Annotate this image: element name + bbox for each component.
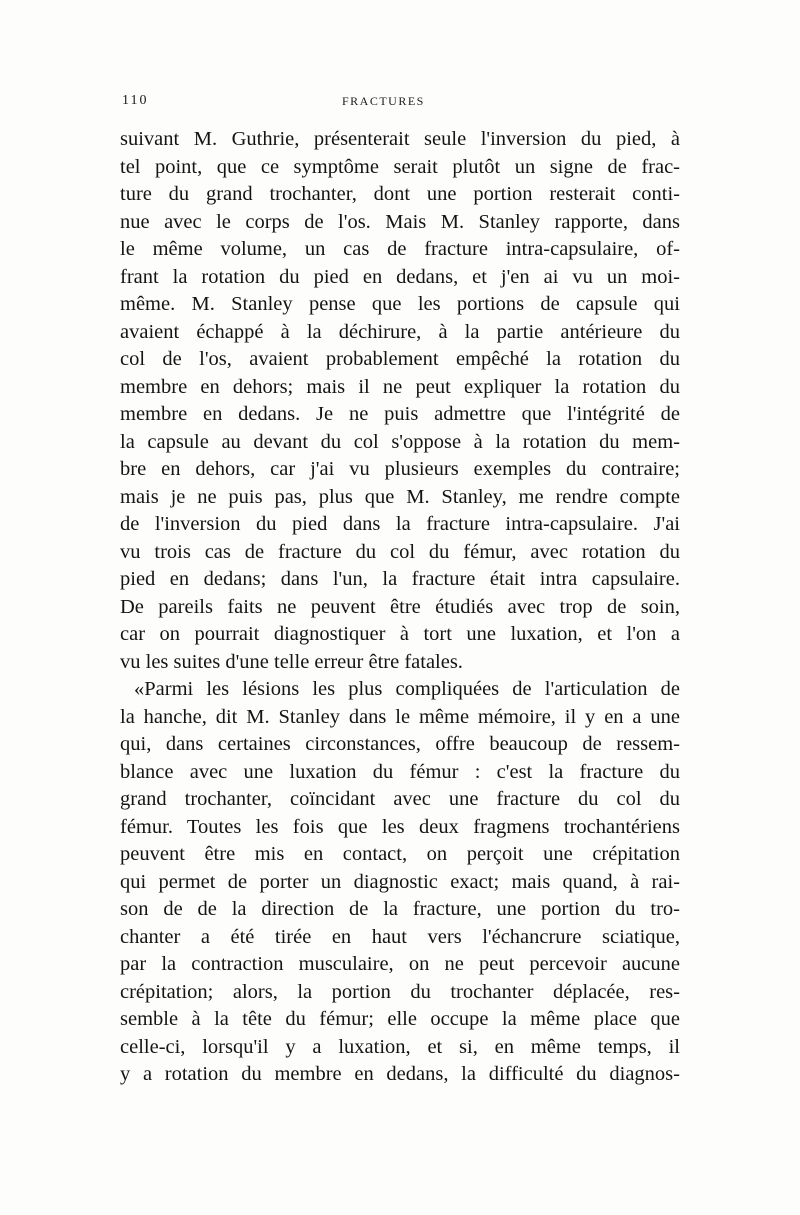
- text-line: grand trochanter, coïncidant avec une fracture du col du: [120, 788, 680, 810]
- text-line: peuvent être mis en contact, on perçoit une crépitation: [120, 843, 680, 865]
- page-header: [122, 93, 678, 115]
- text-line: celle-ci, lorsqu'il y a luxation, et si, en même temps, il: [120, 1035, 680, 1058]
- text-line: nue avec le corps de l'os. Mais M. Stanley rapporte, dans: [120, 210, 680, 233]
- text-line: par la contraction musculaire, on ne peut percevoir aucune: [120, 953, 680, 975]
- text-line: crépitation; alors, la portion du trochanter déplacée, res-: [120, 980, 680, 1003]
- text-line: membre en dehors; mais il ne peut expliquer la rotation du: [120, 375, 680, 398]
- paragraph-2: [120, 676, 680, 1089]
- text-line: vu les suites d'une telle erreur être fatales.: [120, 650, 463, 673]
- running-head: FRACTURES: [342, 94, 425, 108]
- text-line: la capsule au devant du col s'oppose à la rotation du mem-: [120, 430, 680, 453]
- text-line: membre en dedans. Je ne puis admettre que l'intégrité de: [120, 403, 680, 425]
- text-line: de l'inversion du pied dans la fracture intra-capsulaire. J'ai: [120, 513, 680, 535]
- text-line: suivant M. Guthrie, présenterait seule l'inversion du pied, à: [120, 128, 680, 150]
- text-line: De pareils faits ne peuvent être étudiés avec trop de soin,: [120, 595, 680, 618]
- text-line: le même volume, un cas de fracture intra-capsulaire, of-: [120, 238, 680, 260]
- page-number: 110: [122, 93, 149, 108]
- text-line: col de l'os, avaient probablement empêché la rotation du: [120, 348, 680, 370]
- paragraph-1: [120, 126, 680, 676]
- text-line: car on pourrait diagnostiquer à tort une luxation, et l'on a: [120, 623, 680, 645]
- text-line: pied en dedans; dans l'un, la fracture était intra capsulaire.: [120, 568, 680, 590]
- body-text: [120, 126, 680, 1089]
- text-line: vu trois cas de fracture du col du fémur, avec rotation du: [120, 540, 680, 563]
- text-line: son de de la direction de la fracture, une portion du tro-: [120, 898, 680, 920]
- text-line: qui permet de porter un diagnostic exact; mais quand, à rai-: [120, 870, 680, 893]
- text-line: qui, dans certaines circonstances, offre beaucoup de ressem-: [120, 733, 680, 755]
- text-line: avaient échappé à la déchirure, à la partie antérieure du: [120, 320, 680, 343]
- text-line: mais je ne puis pas, plus que M. Stanley, me rendre compte: [120, 485, 680, 508]
- text-line: semble à la tête du fémur; elle occupe la même place que: [120, 1008, 680, 1030]
- text-line: «Parmi les lésions les plus compliquées de l'articulation de: [134, 678, 680, 700]
- text-line: blance avec une luxation du fémur : c'est la fracture du: [120, 760, 680, 783]
- text-line: y a rotation du membre en dedans, la difficulté du diagnos-: [120, 1063, 680, 1085]
- text-line: chanter a été tirée en haut vers l'échancrure sciatique,: [120, 925, 680, 948]
- text-line: ture du grand trochanter, dont une portion resterait conti-: [120, 183, 680, 205]
- text-line: la hanche, dit M. Stanley dans le même mémoire, il y en a une: [120, 705, 680, 728]
- text-line: même. M. Stanley pense que les portions de capsule qui: [120, 293, 680, 315]
- text-line: fémur. Toutes les fois que les deux fragmens trochantériens: [120, 815, 680, 838]
- text-line: bre en dehors, car j'ai vu plusieurs exemples du contraire;: [120, 458, 680, 480]
- text-line: frant la rotation du pied en dedans, et j'en ai vu un moi-: [120, 265, 680, 288]
- text-line: tel point, que ce symptôme serait plutôt un signe de frac-: [120, 155, 680, 178]
